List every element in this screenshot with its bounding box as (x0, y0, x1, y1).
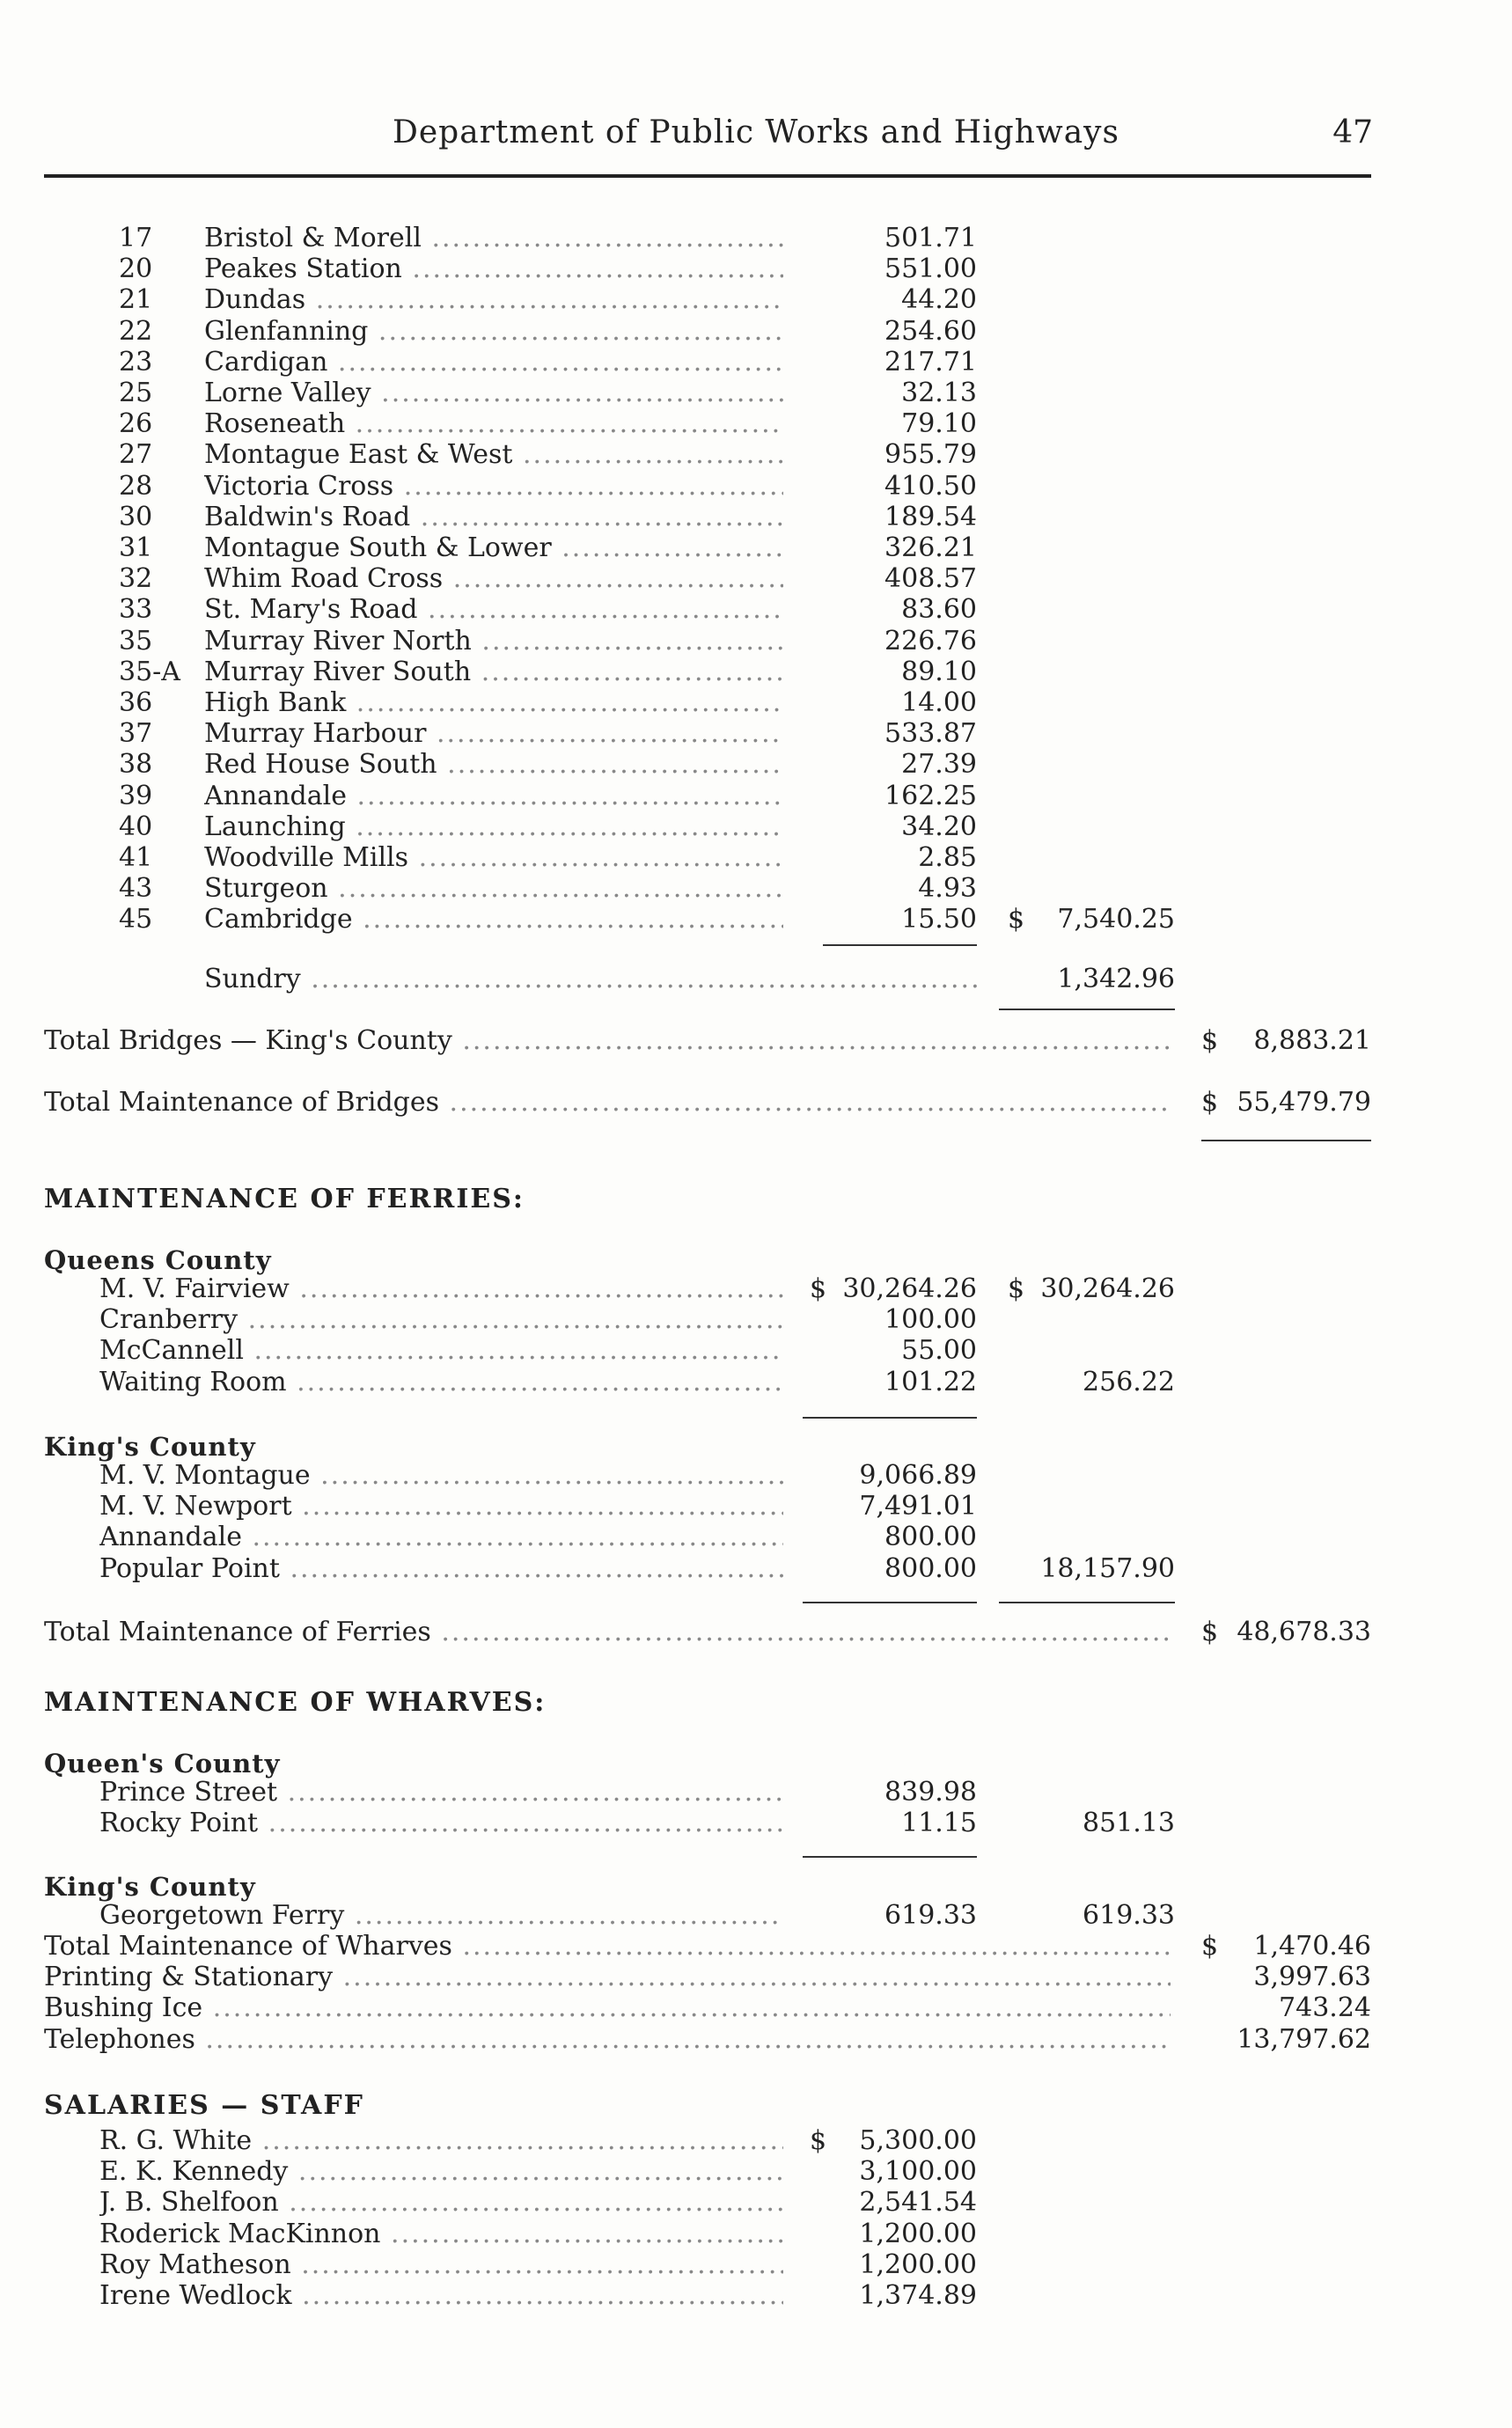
ferries-total-amount: 48,678.33 (1237, 1617, 1371, 1647)
item-name: Sturgeon ..... (204, 873, 783, 904)
item-name: Cambridge ..... (204, 904, 783, 935)
item-number: 32 (119, 563, 153, 595)
total-label: Bushing Ice ..... (44, 1992, 1171, 2023)
total-maintenance-bridges-dollar: $ (1201, 1087, 1219, 1118)
salary-row (0, 2280, 1512, 2311)
total-maintenance-bridges-label: Total Maintenance of Bridges ..... (44, 1087, 1171, 1118)
item-amount: 55.00 (901, 1335, 977, 1367)
item-number: 28 (119, 470, 153, 502)
wharf-row (0, 1777, 1512, 1808)
total-bridges-kings-label: Total Bridges — King's County ..... (44, 1025, 1171, 1056)
bridge-row (0, 657, 1512, 687)
item-name: Glenfanning ..... (204, 316, 783, 347)
item-subtotal: 851.13 (1083, 1808, 1175, 1839)
item-name: Red House South ..... (204, 749, 783, 780)
item-number: 20 (119, 253, 153, 285)
item-amount: 410.50 (884, 470, 977, 502)
item-name: Baldwin's Road ..... (204, 502, 783, 532)
total-bridges-kings-dollar: $ (1201, 1025, 1219, 1056)
total-maintenance-bridges-amount: 55,479.79 (1237, 1087, 1371, 1118)
item-name: Peakes Station ..... (204, 253, 783, 284)
ferry-row (0, 1553, 1512, 1584)
item-name: Roseneath ..... (204, 408, 783, 439)
bridge-row (0, 594, 1512, 625)
page-title: Department of Public Works and Highways (393, 114, 1119, 150)
ferries-heading: MAINTENANCE OF FERRIES: (44, 1184, 525, 1214)
ferry-row (0, 1460, 1512, 1491)
item-amount: 955.79 (884, 439, 977, 471)
wharves-total-row (0, 2024, 1512, 2055)
bridge-row (0, 223, 1512, 253)
item-amount: 1,200.00 (859, 2218, 977, 2249)
item-amount: 800.00 (884, 1522, 977, 1553)
bridge-row (0, 687, 1512, 718)
item-amount: 44.20 (901, 284, 977, 316)
ferries-kings-subtotal-rule (999, 1602, 1175, 1603)
item-amount: 83.60 (901, 594, 977, 626)
wharves-kings-heading: King's County (44, 1872, 256, 1902)
dollar-sign: $ (1008, 904, 1025, 935)
salary-row (0, 2187, 1512, 2218)
ferries-kings-rule (803, 1602, 977, 1603)
bridge-row (0, 904, 1512, 935)
item-name: Rocky Point ..... (99, 1808, 783, 1838)
item-number: 38 (119, 749, 153, 781)
sundry-rule (999, 1009, 1175, 1010)
item-name: Woodville Mills ..... (204, 842, 783, 873)
item-number: 41 (119, 842, 153, 873)
item-amount: 839.98 (884, 1777, 977, 1808)
item-amount: 4.93 (918, 873, 977, 905)
item-name: Roy Matheson ..... (99, 2249, 783, 2280)
dollar-sign: $ (810, 2125, 827, 2156)
item-name: Roderick MacKinnon ..... (99, 2219, 783, 2249)
item-number: 31 (119, 532, 153, 563)
ferry-row (0, 1522, 1512, 1552)
item-amount: 27.39 (901, 749, 977, 781)
sundry-row (0, 964, 1512, 994)
sundry-amount: 1,342.96 (1021, 964, 1175, 994)
item-number: 27 (119, 439, 153, 471)
item-number: 33 (119, 594, 153, 626)
item-name: High Bank ..... (204, 687, 783, 718)
item-number: 35-A (119, 656, 180, 687)
total-amount: 3,997.63 (1253, 1962, 1371, 1993)
item-name: McCannell ..... (99, 1335, 783, 1366)
item-number: 45 (119, 904, 153, 935)
item-name: Dundas ..... (204, 284, 783, 315)
bridge-row (0, 781, 1512, 811)
item-name: M. V. Montague ..... (99, 1460, 783, 1491)
item-number: 26 (119, 408, 153, 440)
wharves-heading: MAINTENANCE OF WHARVES: (44, 1687, 547, 1718)
item-name: Murray River North ..... (204, 626, 783, 657)
bridge-row (0, 532, 1512, 563)
item-amount: 551.00 (884, 253, 977, 285)
item-name: St. Mary's Road ..... (204, 594, 783, 625)
ferry-row (0, 1491, 1512, 1522)
bridge-row (0, 284, 1512, 315)
item-amount: 162.25 (884, 780, 977, 811)
bridge-row (0, 347, 1512, 378)
bridge-row (0, 811, 1512, 842)
item-amount: 101.22 (884, 1366, 977, 1397)
item-subtotal: 7,540.25 (1057, 904, 1175, 935)
total-bridges-kings-row (0, 1025, 1512, 1056)
total-amount: 13,797.62 (1237, 2023, 1371, 2055)
bridge-row (0, 439, 1512, 470)
item-number: 35 (119, 625, 153, 657)
bridge-row (0, 502, 1512, 532)
bridge-row (0, 626, 1512, 657)
total-label: Telephones ..... (44, 2024, 1171, 2055)
item-amount: 533.87 (884, 718, 977, 750)
wharves-total-row (0, 1992, 1512, 2023)
item-number: 25 (119, 378, 153, 408)
bridge-row (0, 563, 1512, 594)
salary-row (0, 2125, 1512, 2156)
ferries-total-row (0, 1617, 1512, 1647)
item-amount: 217.71 (884, 346, 977, 378)
item-name: Irene Wedlock ..... (99, 2280, 783, 2311)
ferries-total-dollar: $ (1201, 1617, 1219, 1647)
bridge-row (0, 873, 1512, 904)
total-label: Printing & Stationary ..... (44, 1962, 1171, 1992)
item-amount: 15.50 (901, 904, 977, 935)
item-name: Murray Harbour ..... (204, 718, 783, 749)
item-number: 22 (119, 315, 153, 347)
bridge-row (0, 408, 1512, 439)
bridge-row (0, 842, 1512, 873)
ferries-queens-rule (803, 1417, 977, 1419)
item-amount: 226.76 (884, 625, 977, 657)
item-name: Whim Road Cross ..... (204, 563, 783, 594)
item-number: 36 (119, 687, 153, 718)
item-name: Lorne Valley ..... (204, 378, 783, 408)
item-amount: 189.54 (884, 501, 977, 532)
total-maintenance-bridges-row (0, 1087, 1512, 1118)
page-number: 47 (1332, 114, 1373, 150)
item-name: Popular Point ..... (99, 1553, 783, 1584)
bridge-row (0, 378, 1512, 408)
item-amount: 2,541.54 (859, 2187, 977, 2219)
item-name: R. G. White ..... (99, 2125, 783, 2156)
item-amount: 408.57 (884, 563, 977, 595)
item-number: 39 (119, 780, 153, 811)
item-amount: 501.71 (884, 223, 977, 253)
salary-row (0, 2249, 1512, 2280)
item-name: Montague South & Lower ..... (204, 532, 783, 563)
item-name: M. V. Newport ..... (99, 1491, 783, 1522)
subtotal-rule (823, 944, 977, 946)
item-name: Georgetown Ferry ..... (99, 1900, 783, 1931)
item-number: 30 (119, 501, 153, 532)
item-amount: 619.33 (884, 1900, 977, 1931)
item-number: 40 (119, 811, 153, 842)
bridge-row (0, 253, 1512, 284)
salary-row (0, 2156, 1512, 2187)
item-subtotal: 18,157.90 (1040, 1552, 1175, 1584)
ferry-row (0, 1304, 1512, 1335)
ferries-total-label: Total Maintenance of Ferries ..... (44, 1617, 1171, 1647)
item-name: Annandale ..... (204, 781, 783, 811)
item-subtotal: 30,264.26 (1040, 1273, 1175, 1304)
item-amount: 3,100.00 (859, 2156, 977, 2188)
item-amount: 100.00 (884, 1304, 977, 1336)
item-name: Montague East & West ..... (204, 439, 783, 470)
item-name: J. B. Shelfoon ..... (99, 2187, 783, 2218)
salaries-heading: SALARIES — STAFF (44, 2090, 364, 2121)
item-amount: 30,264.26 (842, 1273, 977, 1304)
item-amount: 1,200.00 (859, 2248, 977, 2280)
ferry-row (0, 1335, 1512, 1366)
item-amount: 34.20 (901, 811, 977, 842)
item-amount: 14.00 (901, 687, 977, 718)
item-amount: 5,300.00 (859, 2125, 977, 2156)
item-name: Bristol & Morell ..... (204, 223, 783, 253)
salary-row (0, 2219, 1512, 2249)
wharves-queens-rule (803, 1856, 977, 1858)
item-amount: 7,491.01 (859, 1491, 977, 1522)
ferry-row (0, 1273, 1512, 1304)
item-amount: 79.10 (901, 408, 977, 440)
item-name: Prince Street ..... (99, 1777, 783, 1808)
total-amount: 1,470.46 (1253, 1931, 1371, 1962)
bridge-row (0, 749, 1512, 780)
item-amount: 2.85 (918, 842, 977, 873)
item-name: Cardigan ..... (204, 347, 783, 378)
total-amount: 743.24 (1279, 1992, 1371, 2024)
wharf-row (0, 1900, 1512, 1931)
ferries-kings-heading: King's County (44, 1432, 256, 1462)
item-amount: 32.13 (901, 378, 977, 408)
item-number: 23 (119, 346, 153, 378)
item-number: 17 (119, 223, 153, 253)
bridge-row (0, 471, 1512, 502)
wharf-row (0, 1808, 1512, 1838)
item-amount: 9,066.89 (859, 1460, 977, 1491)
wharves-total-row (0, 1931, 1512, 1962)
item-number: 37 (119, 718, 153, 750)
item-name: M. V. Fairview ..... (99, 1273, 783, 1304)
item-subtotal: 256.22 (1083, 1366, 1175, 1397)
item-amount: 1,374.89 (859, 2280, 977, 2311)
bridge-row (0, 316, 1512, 347)
ferry-row (0, 1367, 1512, 1397)
item-amount: 254.60 (884, 315, 977, 347)
item-number: 43 (119, 873, 153, 905)
item-name: Annandale ..... (99, 1522, 783, 1552)
item-name: Launching ..... (204, 811, 783, 842)
ferries-queens-heading: Queens County (44, 1245, 272, 1275)
header-rule (44, 174, 1371, 178)
item-name: Waiting Room ..... (99, 1367, 783, 1397)
item-name: Victoria Cross ..... (204, 471, 783, 502)
bridge-row (0, 718, 1512, 749)
item-subtotal: 619.33 (1083, 1900, 1175, 1931)
item-name: Cranberry ..... (99, 1304, 783, 1335)
total-bridges-kings-amount: 8,883.21 (1253, 1025, 1371, 1056)
wharves-total-row (0, 1962, 1512, 1992)
item-name: E. K. Kennedy ..... (99, 2156, 783, 2187)
item-name: Murray River South ..... (204, 657, 783, 687)
total-label: Total Maintenance of Wharves ..... (44, 1931, 1171, 1962)
dollar-sign: $ (1201, 1931, 1219, 1962)
item-amount: 89.10 (901, 656, 977, 687)
dollar-sign: $ (810, 1273, 827, 1304)
item-amount: 800.00 (884, 1552, 977, 1584)
item-amount: 11.15 (901, 1808, 977, 1839)
wharves-queens-heading: Queen's County (44, 1749, 281, 1779)
bridges-total-rule (1201, 1140, 1371, 1141)
item-amount: 326.21 (884, 532, 977, 563)
item-number: 21 (119, 284, 153, 316)
sundry-label: Sundry ..... (204, 964, 977, 994)
dollar-sign: $ (1008, 1273, 1025, 1304)
